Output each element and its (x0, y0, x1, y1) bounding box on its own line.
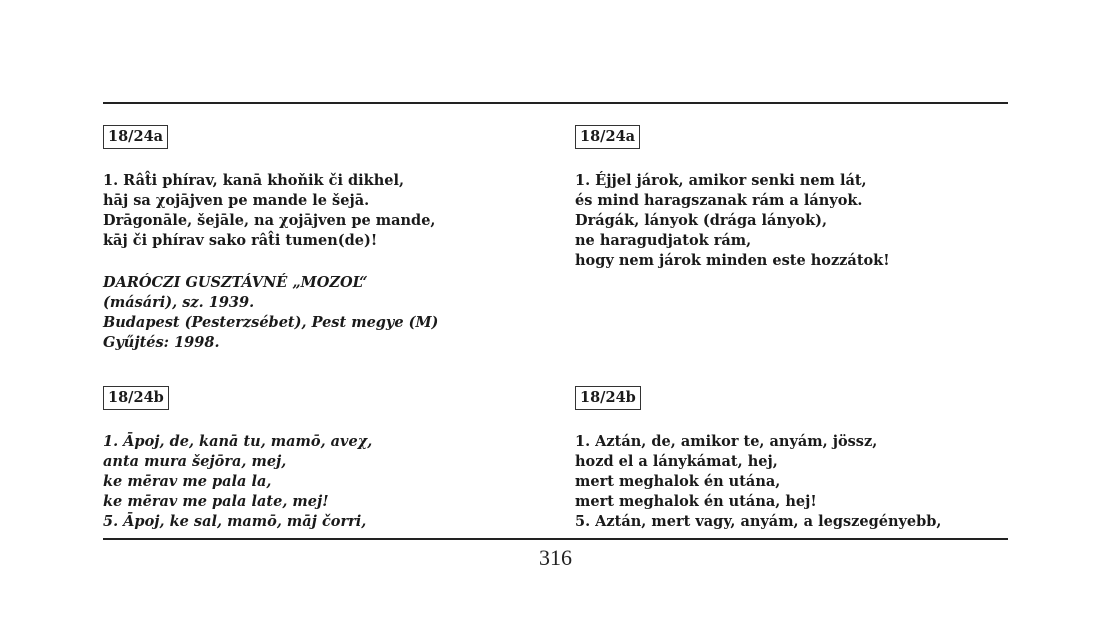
romani-text-18-24b (103, 386, 523, 532)
verse-line: hozd el a lánykámat, hej, (575, 453, 778, 470)
song-number-tag: 18/24a (103, 125, 168, 149)
romani-verse (103, 432, 523, 532)
song-number-tag: 18/24b (575, 386, 641, 410)
verse-line: hogy nem járok minden este hozzátok! (575, 252, 890, 269)
verse-line: 5. Āpoj, ke sal, mamō, māj čorri, (103, 513, 367, 530)
performer-name: DARÓCZI GUSZTÁVNÉ „MOZOL“ (103, 274, 368, 291)
page-number: 316 (539, 545, 572, 570)
verse-line: ne haragudjatok rám, (575, 232, 752, 249)
collection-date: Gyűjtés: 1998. (103, 334, 220, 351)
romani-verse (103, 171, 523, 251)
performer-info (103, 273, 523, 353)
hungarian-text-18-24a (575, 125, 995, 271)
hungarian-verse (575, 432, 995, 532)
performer-location: Budapest (Pesterzsébet), Pest megye (M) (103, 314, 439, 331)
verse-line: 1. Āpoj, de, kanā tu, mamō, aveχ, (103, 433, 373, 450)
verse-line: és mind haragszanak rám a lányok. (575, 192, 863, 209)
verse-line: Drāgonāle, šejāle, na χojājven pe mande, (103, 212, 436, 229)
verse-line: 5. Aztán, mert vagy, anyám, a legszegényebb, (575, 513, 942, 530)
verse-line: kāj či phírav sako rât̂i tumen(de)! (103, 232, 378, 249)
song-number-tag: 18/24a (575, 125, 640, 149)
hungarian-verse (575, 171, 995, 271)
verse-line: ke mērav me pala la, (103, 473, 272, 490)
verse-line: 1. Rât̂i phírav, kanā khoňik či dikhel, (103, 172, 405, 189)
performer-origin: (másári), sz. 1939. (103, 294, 255, 311)
song-number-tag: 18/24b (103, 386, 169, 410)
verse-line: mert meghalok én utána, hej! (575, 493, 817, 510)
romani-text-18-24a (103, 125, 523, 353)
verse-line: Drágák, lányok (drága lányok), (575, 212, 828, 229)
verse-line: hāj sa χojājven pe mande le šejā. (103, 192, 370, 209)
verse-line: ke mērav me pala late, mej! (103, 493, 329, 510)
verse-line: 1. Éjjel járok, amikor senki nem lát, (575, 172, 867, 189)
verse-line: anta mura šejōra, mej, (103, 453, 287, 470)
top-rule (103, 102, 1008, 104)
hungarian-text-18-24b (575, 386, 995, 532)
bottom-rule (103, 538, 1008, 540)
verse-line: 1. Aztán, de, amikor te, anyám, jössz, (575, 433, 878, 450)
verse-line: mert meghalok én utána, (575, 473, 781, 490)
